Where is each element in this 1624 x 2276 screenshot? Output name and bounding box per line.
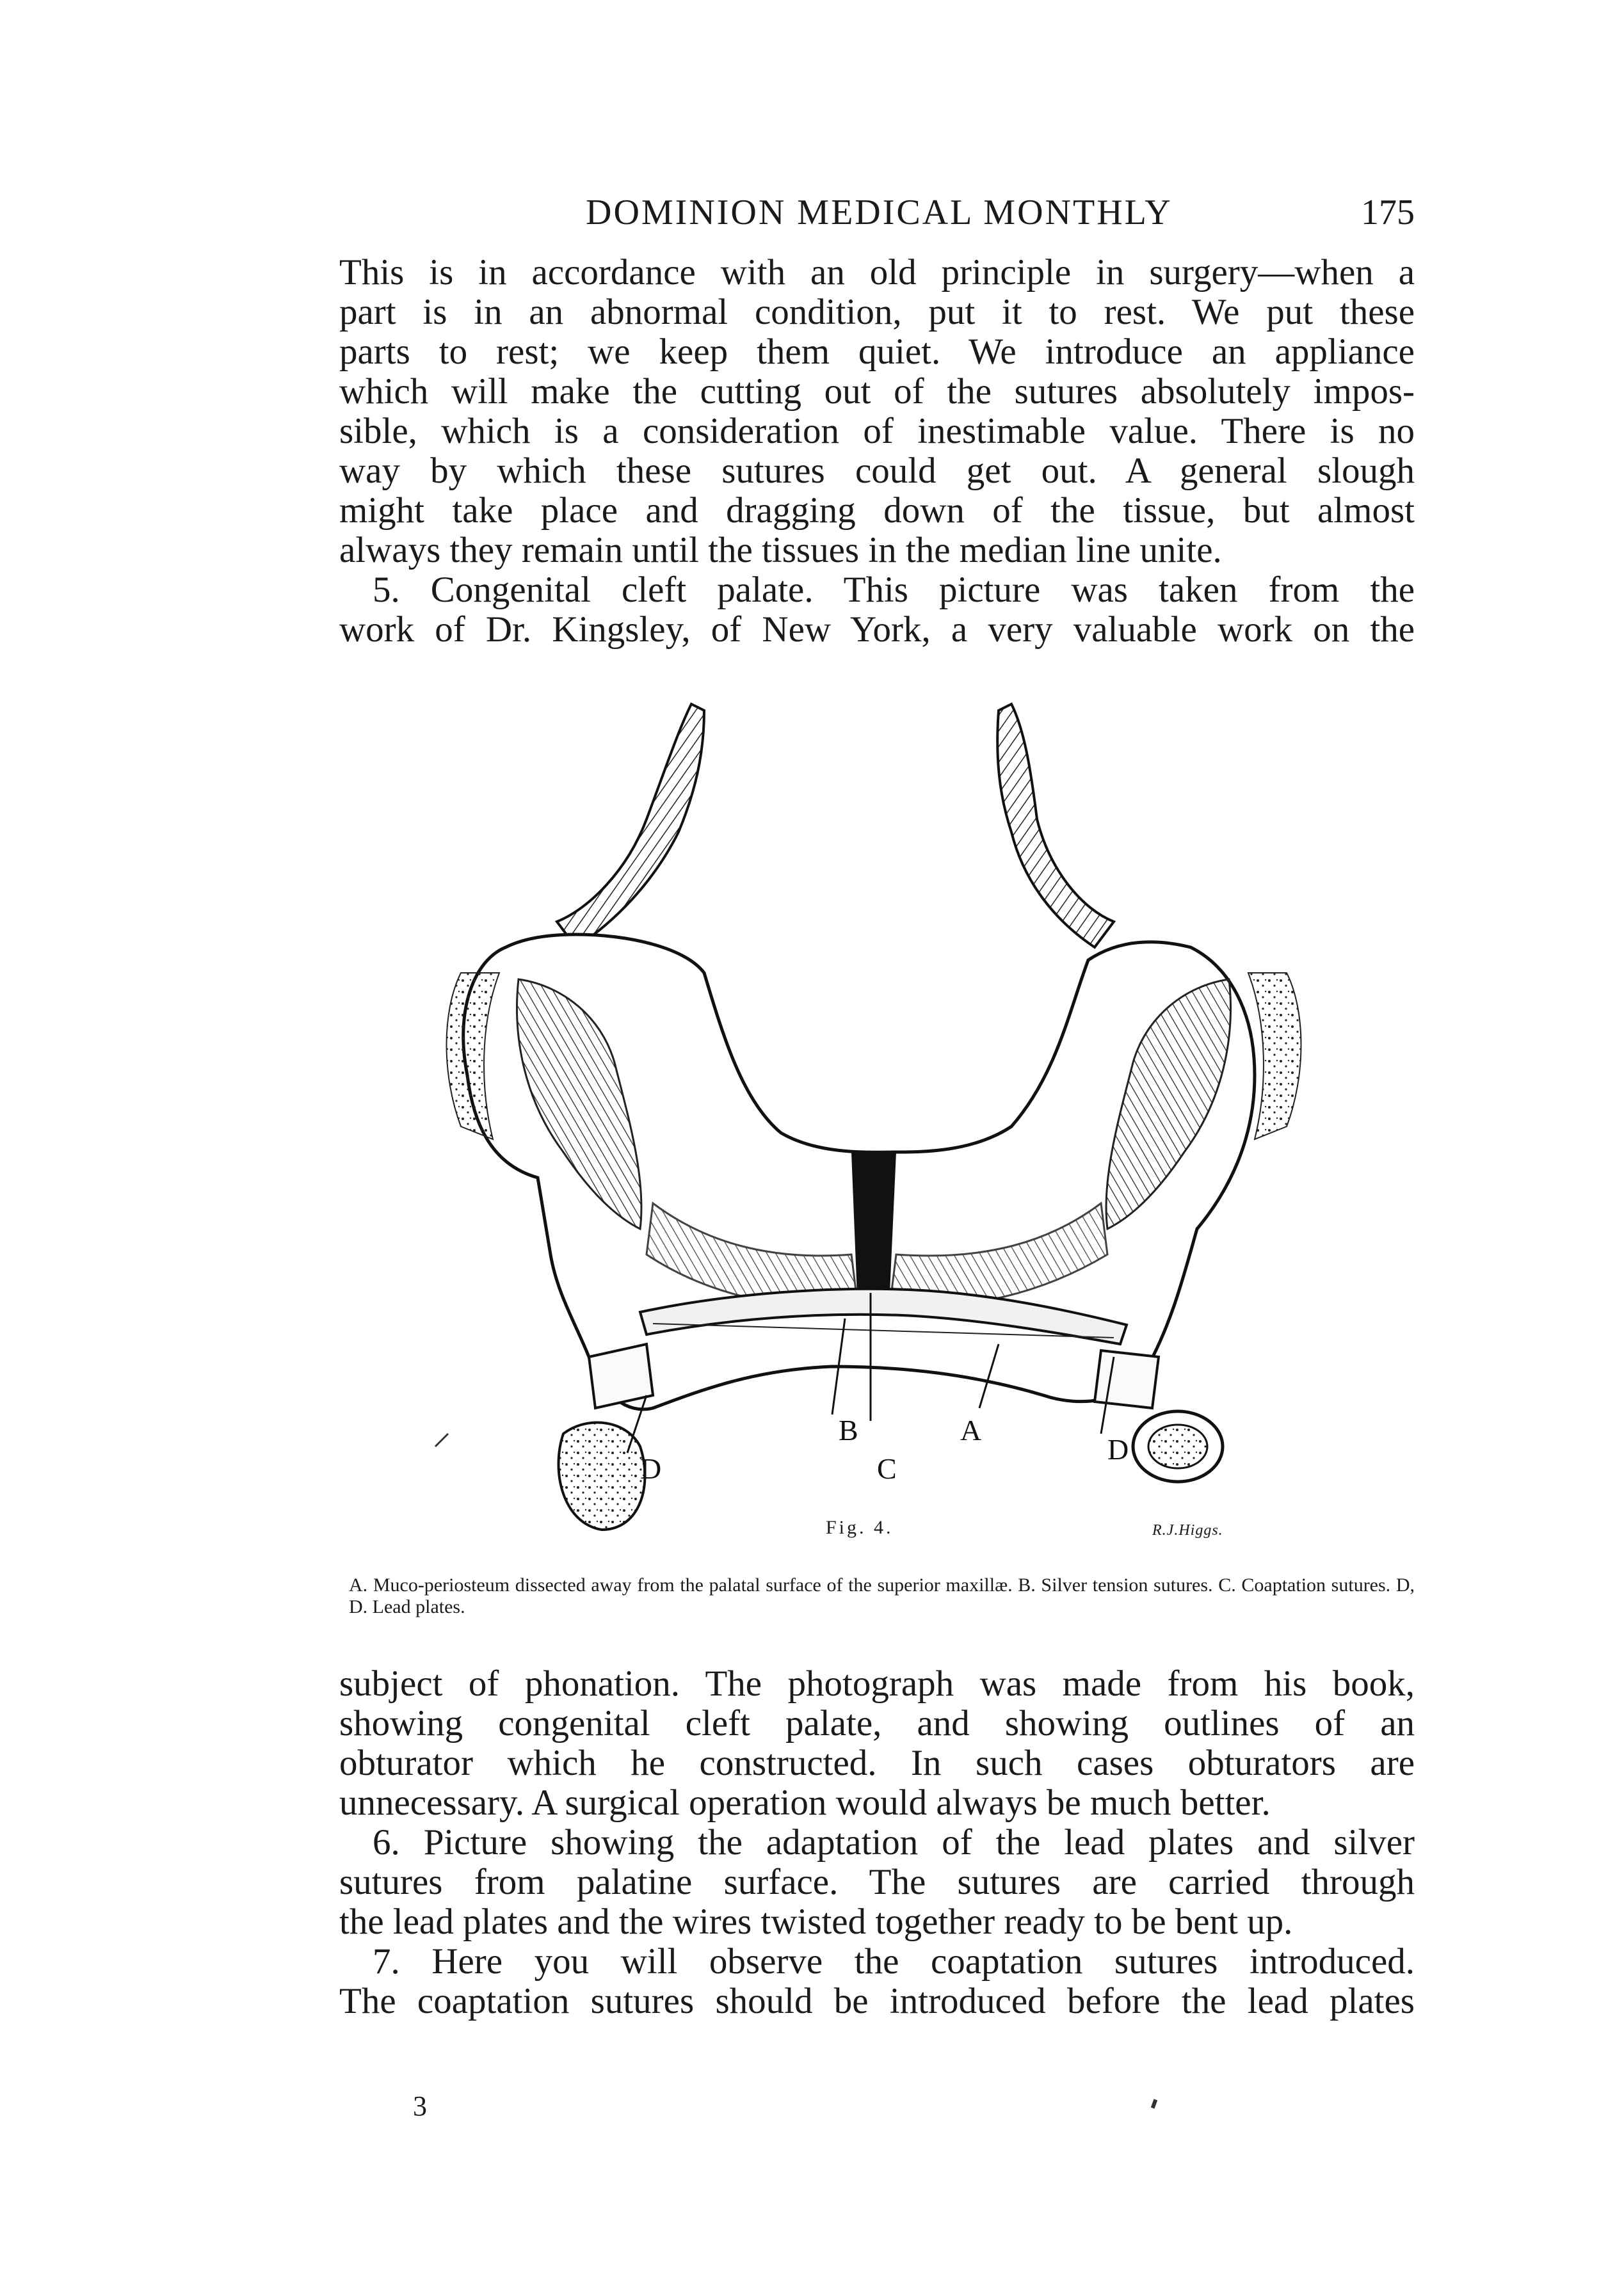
paragraph-item-6 <box>339 1823 1415 1942</box>
text-line: unnecessary. A surgical operation would always be much better. <box>339 1783 1271 1823</box>
text-line: way by which these sutures could get out. A general slough <box>339 451 1415 491</box>
stray-tick-mark <box>1151 2099 1157 2108</box>
cleft-palate-drawing <box>346 678 1408 1575</box>
text-line: obturator which he constructed. In such cases obturators are <box>339 1743 1415 1783</box>
text-line: This is in accordance with an old principle in surgery—when a <box>339 252 1415 293</box>
text-line: 5. Congenital cleft palate. This picture was taken from the <box>373 570 1415 610</box>
text-line: sible, which is a consideration of inestimable value. There is no <box>339 411 1415 451</box>
text-line: subject of phonation. The photograph was made from his book, <box>339 1663 1415 1704</box>
label-a: A <box>960 1414 982 1447</box>
text-line: part is in an abnormal condition, put it to rest. We put these <box>339 292 1415 332</box>
running-head <box>339 192 1415 237</box>
left-pterygoid-process <box>557 704 704 947</box>
figure-legend: A. Muco-periosteum dissected away from the palatal surface of the superior maxillæ. B. Silver tension sutures. C. Coaptation sutures. D, D. Lead plates. <box>349 1575 1415 1617</box>
text-line: which will make the cutting out of the sutures absolutely impos- <box>339 371 1415 412</box>
right-pterygoid-process <box>997 704 1114 947</box>
figure-cleft-palate-illustration <box>346 678 1408 1575</box>
text-line: 7. Here you will observe the coaptation sutures introduced. <box>373 1941 1415 1982</box>
paragraph-suture-principle <box>339 253 1415 570</box>
label-b: B <box>839 1414 858 1447</box>
text-line: the lead plates and the wires twisted together ready to be bent up. <box>339 1902 1293 1942</box>
label-c: C <box>877 1452 897 1485</box>
label-d-right: D <box>1107 1433 1129 1466</box>
signature-mark: 3 <box>413 2090 427 2122</box>
stray-mark <box>435 1434 448 1447</box>
journal-title: DOMINION MEDICAL MONTHLY <box>586 193 1173 232</box>
left-lead-plate <box>589 1344 653 1408</box>
label-d-left: D <box>640 1452 662 1485</box>
text-line: showing congenital cleft palate, and showing outlines of an <box>339 1703 1415 1743</box>
text-line: 6. Picture showing the adaptation of the lead plates and silver <box>373 1822 1415 1863</box>
paragraph-item-7 <box>339 1942 1415 2021</box>
paragraph-phonation <box>339 1664 1415 1823</box>
text-line: The coaptation sutures should be introduced before the lead plates <box>339 1981 1415 2021</box>
text-line: sutures from palatine surface. The sutures are carried through <box>339 1862 1415 1902</box>
text-line: parts to rest; we keep them quiet. We introduce an appliance <box>339 332 1415 372</box>
right-lead-plate <box>1095 1350 1159 1408</box>
page-number: 175 <box>1361 193 1415 232</box>
figure-number: Fig. 4. <box>826 1517 894 1538</box>
text-line: always they remain until the tissues in the median line unite. <box>339 530 1222 570</box>
text-line: might take place and dragging down of the tissue, but almost <box>339 490 1415 531</box>
right-tuberosity-stipple <box>1248 973 1301 1139</box>
artist-signature: R.J.Higgs. <box>1152 1522 1223 1539</box>
paragraph-item-5 <box>339 570 1415 650</box>
text-line: work of Dr. Kingsley, of New York, a very valuable work on the <box>339 609 1415 650</box>
